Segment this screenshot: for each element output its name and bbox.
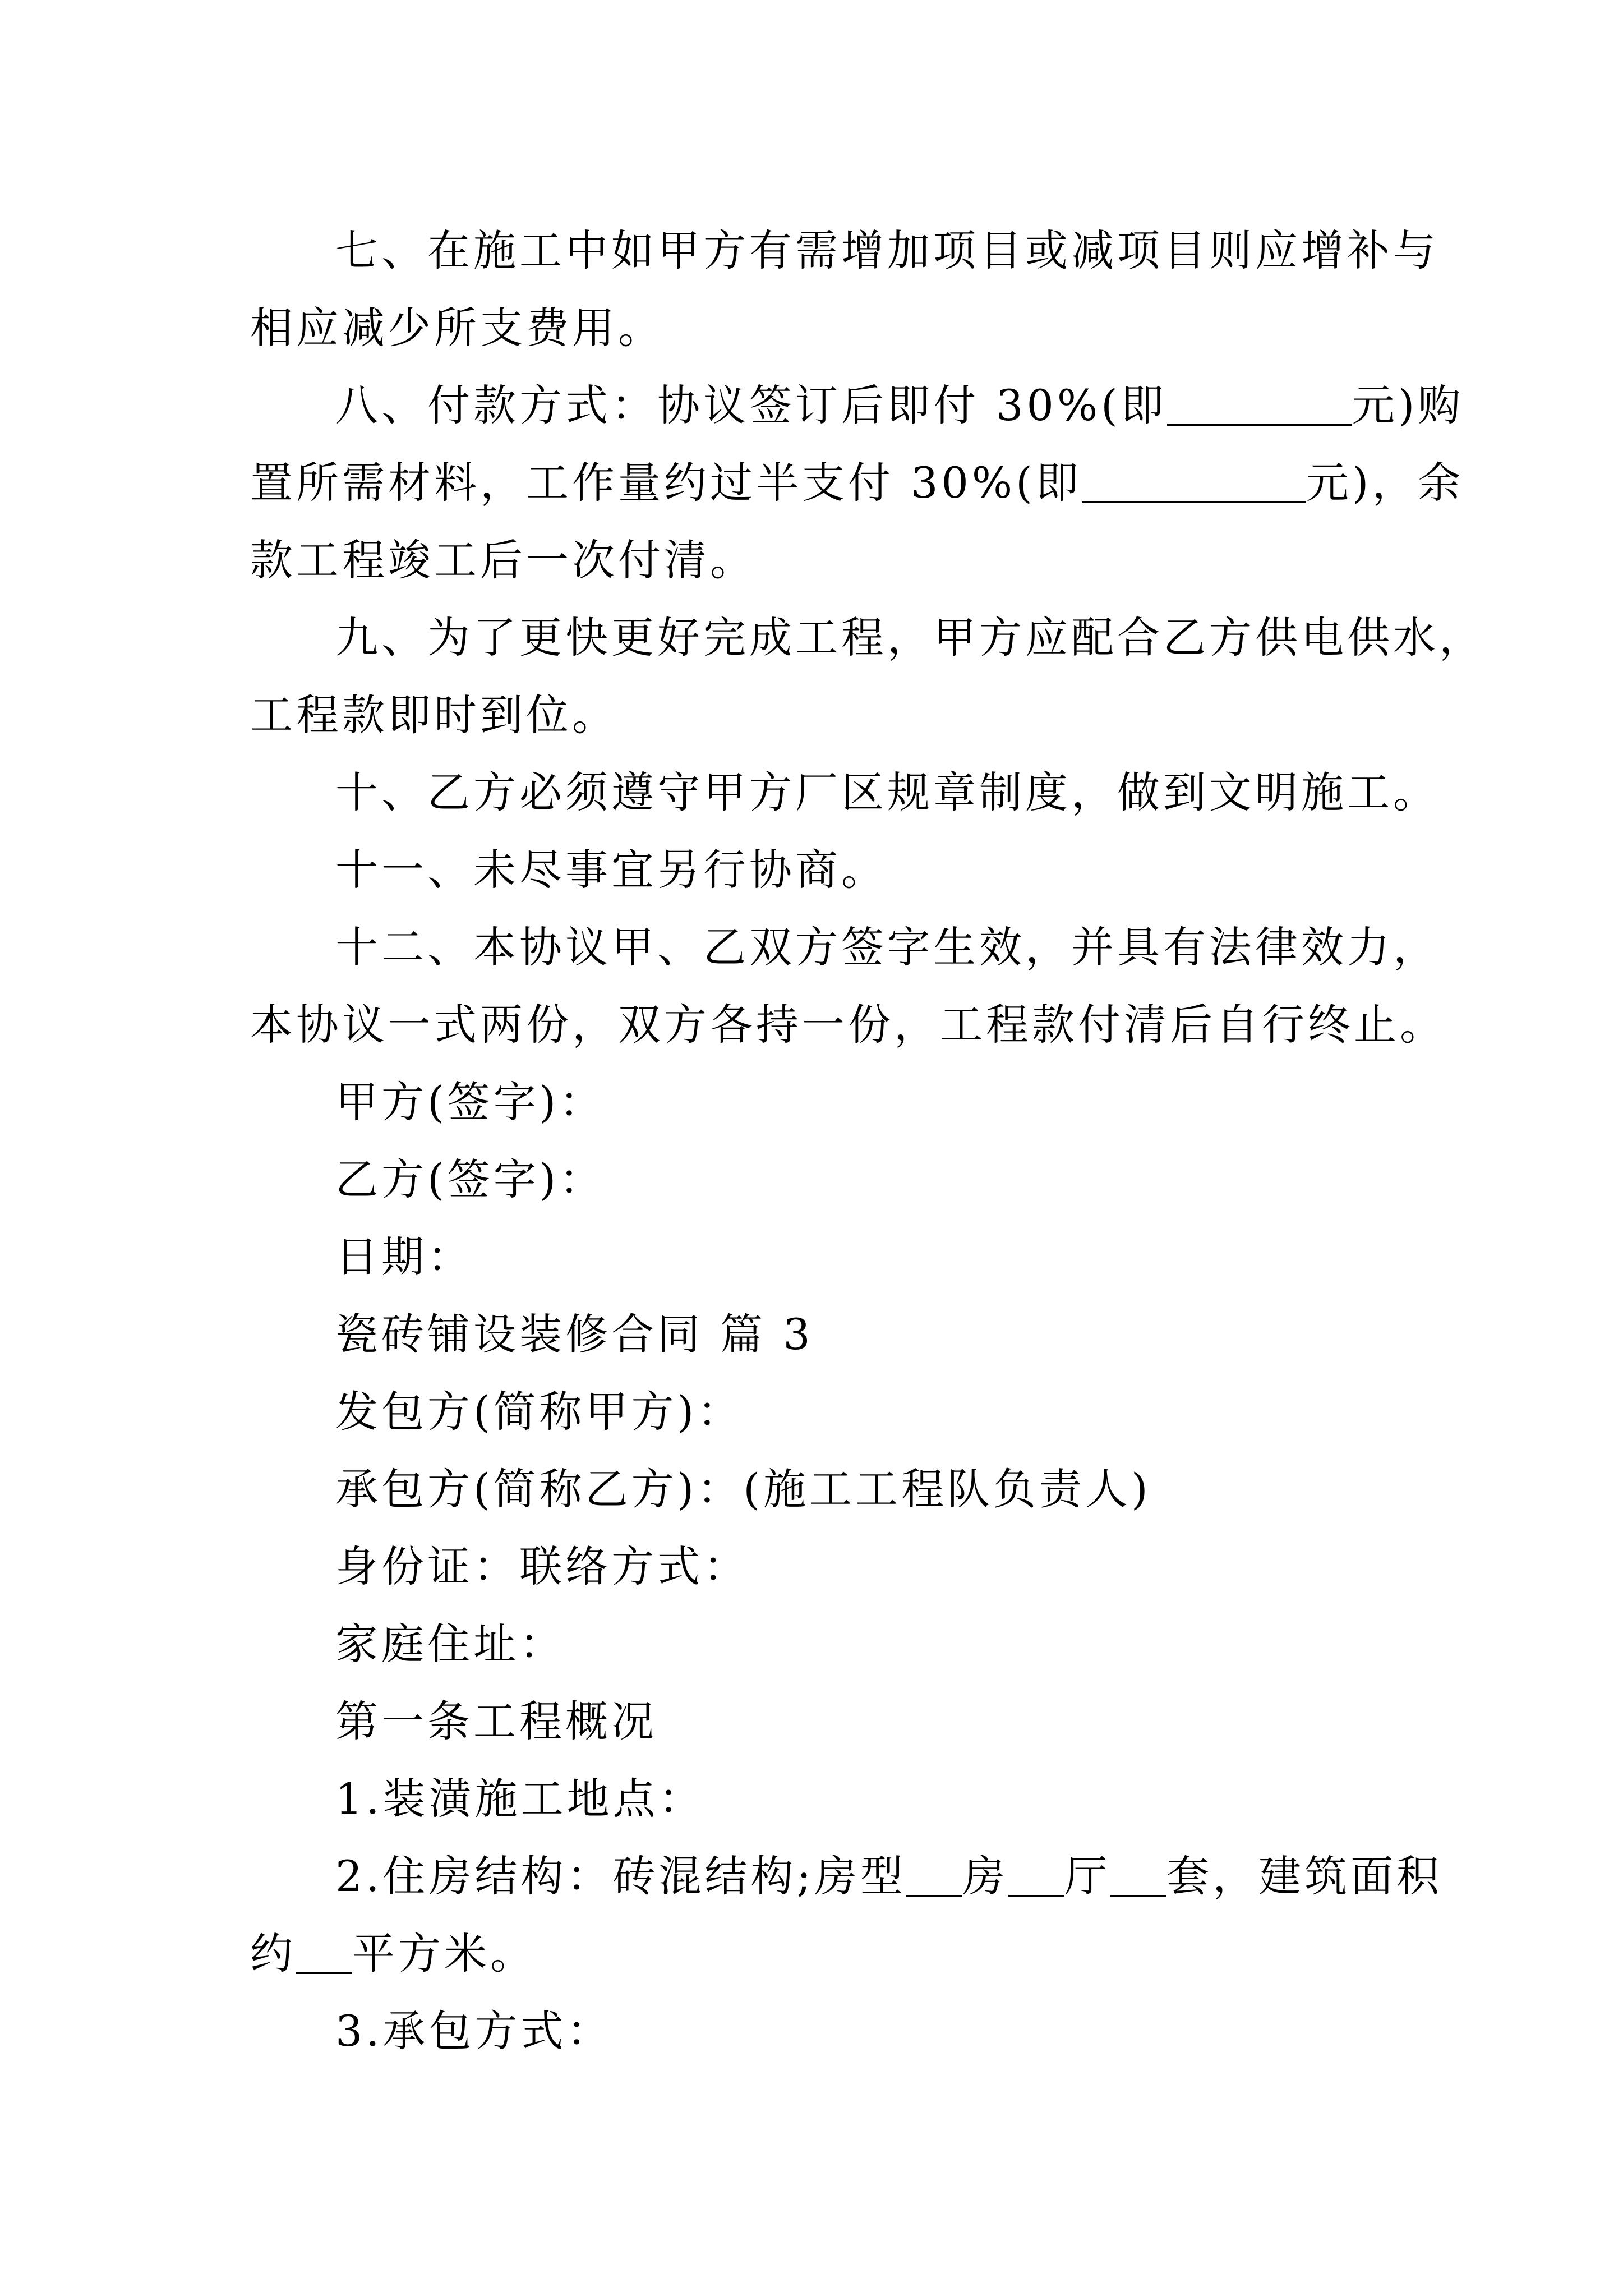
clause-11: 十一、未尽事宜另行协商。 <box>335 845 887 895</box>
clause-8-text-b: 元)购 <box>1352 380 1464 430</box>
item-2-text-f: 平方米。 <box>352 1929 536 1978</box>
item-2-text-a: 2.住房结构：砖混结构;房型 <box>335 1851 907 1901</box>
clause-8-text-a: 八、付款方式：协议签订后即付 30%(即 <box>335 380 1167 430</box>
clause-8-text-d: 元)，余 <box>1306 458 1464 508</box>
clause-9-line-2: 工程款即时到位。 <box>250 690 618 740</box>
issuer-line: 发包方(简称甲方)： <box>335 1387 744 1437</box>
clause-10: 十、乙方必须遵守甲方厂区规章制度，做到文明施工。 <box>335 767 1439 817</box>
item-2-text-d: 套，建筑面积 <box>1166 1851 1443 1901</box>
item-2-line-2 <box>250 1915 1394 1993</box>
clause-8-text-c: 置所需材料，工作量约过半支付 30%(即 <box>250 458 1082 508</box>
document-body <box>250 212 1485 2070</box>
item-2-line-1 <box>250 1838 1443 1915</box>
amount-blank-1 <box>1167 379 1352 426</box>
id-contact-line: 身份证：联络方式： <box>335 1542 749 1591</box>
clause-7-line-1: 七、在施工中如甲方有需增加项目或减项目则应增补与 <box>335 226 1439 275</box>
area-blank <box>296 1927 352 1974</box>
clause-12-line-1: 十二、本协议甲、乙双方签字生效，并具有法律效力， <box>335 922 1439 972</box>
address-line: 家庭住址： <box>335 1619 565 1669</box>
item-2-text-e: 约 <box>250 1929 296 1978</box>
halls-blank <box>1008 1850 1064 1897</box>
signature-party-b: 乙方(签字)： <box>335 1154 606 1204</box>
clause-8-line-3: 款工程竣工后一次付清。 <box>250 535 756 585</box>
clause-8-line-2 <box>250 444 1464 522</box>
item-3-contract-method: 3.承包方式： <box>335 2006 613 2056</box>
signature-party-a: 甲方(签字)： <box>335 1077 606 1127</box>
units-blank <box>1110 1850 1166 1897</box>
clause-12-line-2: 本协议一式两份，双方各持一份，工程款付清后自行终止。 <box>250 1000 1446 1050</box>
item-2-text-c: 厅 <box>1064 1851 1111 1901</box>
item-2-text-b: 房 <box>962 1851 1009 1901</box>
clause-7-line-2: 相应减少所支费用。 <box>250 303 664 353</box>
clause-9-line-1: 九、为了更快更好完成工程，甲方应配合乙方供电供水， <box>335 613 1485 662</box>
contractor-line: 承包方(简称乙方)：(施工工程队负责人) <box>335 1464 1151 1514</box>
rooms-blank <box>906 1850 962 1897</box>
section-title-contract-3: 瓷砖铺设装修合同 篇 3 <box>335 1309 814 1359</box>
clause-8-line-1 <box>250 367 1464 444</box>
signature-date: 日期： <box>335 1232 473 1282</box>
item-1-location: 1.装潢施工地点： <box>335 1774 705 1824</box>
article-1-heading: 第一条工程概况 <box>335 1696 657 1746</box>
amount-blank-2 <box>1082 457 1306 503</box>
